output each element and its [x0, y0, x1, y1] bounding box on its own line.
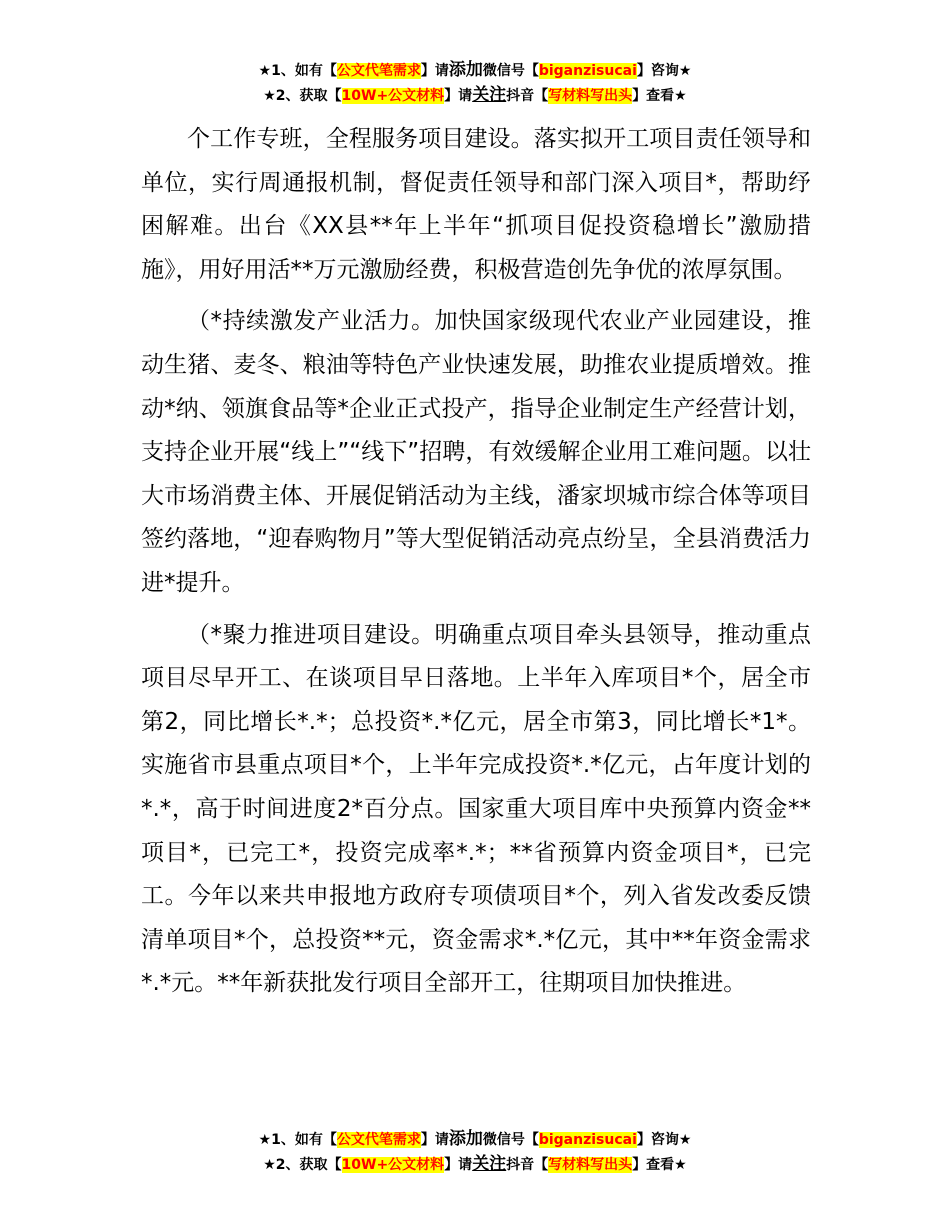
banner-text: ★2、获取【 — [263, 88, 342, 104]
banner-highlight: 公文代笔需求 — [336, 1132, 421, 1148]
banner-text: ★2、获取【 — [263, 1157, 342, 1173]
banner-highlight: 10W+公文材料 — [341, 88, 445, 104]
banner-emphasis: 关注 — [472, 85, 507, 105]
banner-highlight: 公文代笔需求 — [336, 63, 421, 79]
banner-text: 】请 — [420, 1132, 449, 1148]
banner-highlight: biganzisucai — [538, 63, 637, 79]
banner-text: 】咨询★ — [636, 63, 692, 79]
banner-text: 微信号【 — [482, 1132, 539, 1148]
banner-line-2 — [0, 1152, 950, 1177]
banner-text: ★1、如有【 — [258, 63, 337, 79]
banner-highlight: biganzisucai — [538, 1132, 637, 1148]
banner-line-2 — [0, 83, 950, 108]
paragraph-1: 个工作专班，全程服务项目建设。落实拟开工项目责任领导和单位，实行周通报机制，督促责任领导和部门深入项目*，帮助纾困解难。出台《XX县**年上半年“抓项目促投资稳增长”激励措施》，用好用活**万元激励经费，积极营造创先争优的浓厚氛围。 — [141, 126, 811, 283]
footer-banner — [0, 1127, 950, 1177]
banner-line-1 — [0, 58, 950, 83]
header-banner — [0, 58, 950, 108]
banner-text: 】请 — [444, 88, 473, 104]
paragraph-2: （*持续激发产业活力。加快国家级现代农业产业园建设，推动生猪、麦冬、粮油等特色产业快速发展，助推农业提质增效。推动*纳、领旗食品等*企业正式投产，指导企业制定生产经营计划，支持企业开展“线上”“线下”招聘，有效缓解企业用工难问题。以壮大市场消费主体、开展促销活动为主线，潘家坝城市综合体等项目签约落地，“迎春购物月”等大型促销活动亮点纷呈，全县消费活力进*提升。 — [141, 308, 811, 596]
banner-text: 】请 — [444, 1157, 473, 1173]
banner-highlight: 10W+公文材料 — [341, 1157, 445, 1173]
banner-highlight: 写材料写出头 — [548, 1157, 633, 1173]
banner-emphasis: 添加 — [448, 1129, 483, 1149]
banner-text: 微信号【 — [482, 63, 539, 79]
paragraph-3: （*聚力推进项目建设。明确重点项目牵头县领导，推动重点项目尽早开工、在谈项目早日落地。上半年入库项目*个，居全市第2，同比增长*.*；总投资*.*亿元，居全市第3，同比增长*1*。实施省市县重点项目*个，上半年完成投资*.*亿元，占年度计划的*.*，高于时间进度2*百分点。国家重大项目库中央预算内资金**项目*，已完工*，投资完成率*.*；**省预算内资金项目*，已完工。今年以来共申报地方政府专项债项目*个，列入省发改委反馈清单项目*个，总投资**元，资金需求*.*亿元，其中**年资金需求*.*元。**年新获批发行项目全部开工，往期项目加快推进。 — [141, 621, 811, 997]
banner-text: 】查看★ — [632, 1157, 687, 1173]
banner-line-1 — [0, 1127, 950, 1152]
banner-text: 】查看★ — [632, 88, 687, 104]
banner-text: 】咨询★ — [636, 1132, 692, 1148]
banner-emphasis: 添加 — [448, 60, 483, 80]
banner-text: 抖音【 — [506, 88, 549, 104]
banner-text: 抖音【 — [506, 1157, 549, 1173]
banner-text: 】请 — [420, 63, 449, 79]
banner-text: ★1、如有【 — [258, 1132, 337, 1148]
banner-highlight: 写材料写出头 — [548, 88, 633, 104]
document-body — [141, 118, 811, 1006]
banner-emphasis: 关注 — [472, 1154, 507, 1174]
